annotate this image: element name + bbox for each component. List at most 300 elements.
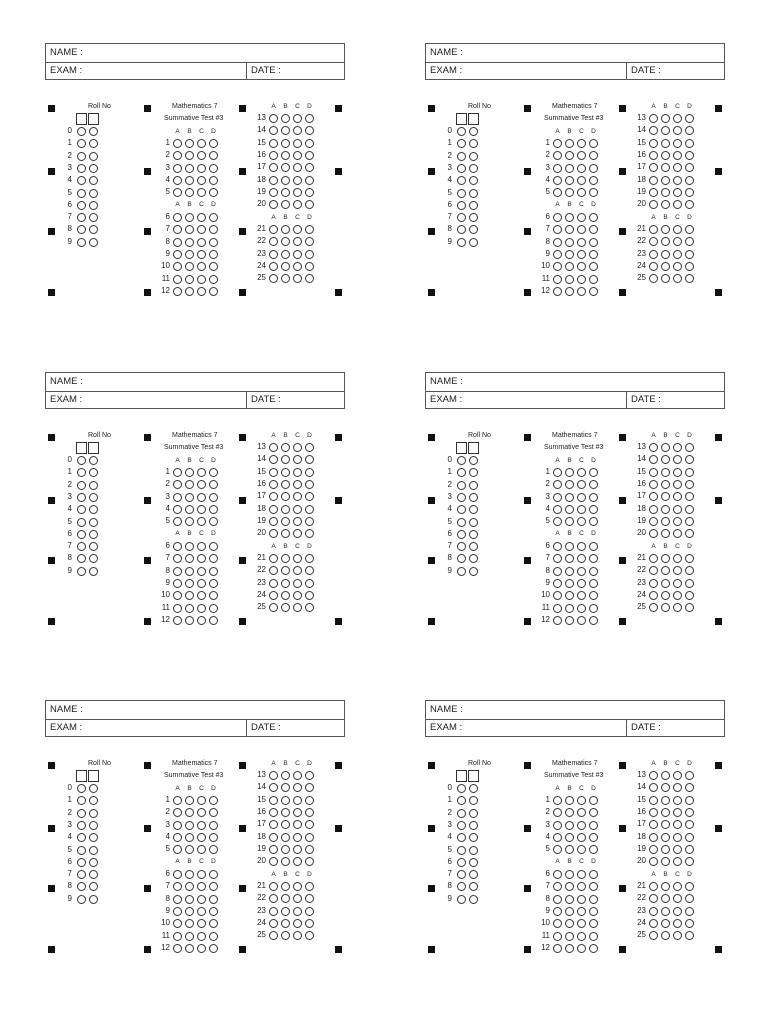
answer-bubble[interactable] — [293, 505, 302, 514]
answer-bubble[interactable] — [197, 151, 206, 160]
roll-bubble[interactable] — [469, 481, 478, 490]
answer-bubble[interactable] — [305, 262, 314, 271]
roll-bubble[interactable] — [77, 189, 86, 198]
answer-bubble[interactable] — [649, 808, 658, 817]
answer-bubble[interactable] — [685, 771, 694, 780]
answer-bubble[interactable] — [293, 591, 302, 600]
answer-bubble[interactable] — [293, 443, 302, 452]
roll-bubble[interactable] — [469, 201, 478, 210]
roll-bubble[interactable] — [469, 164, 478, 173]
answer-bubble[interactable] — [565, 604, 574, 613]
name-row[interactable] — [46, 373, 344, 392]
answer-bubble[interactable] — [661, 919, 670, 928]
answer-bubble[interactable] — [649, 274, 658, 283]
answer-bubble[interactable] — [673, 517, 682, 526]
answer-bubble[interactable] — [209, 808, 218, 817]
answer-bubble[interactable] — [173, 567, 182, 576]
roll-bubble[interactable] — [469, 821, 478, 830]
roll-bubble[interactable] — [469, 505, 478, 514]
answer-bubble[interactable] — [293, 566, 302, 575]
roll-bubble[interactable] — [469, 554, 478, 563]
answer-bubble[interactable] — [565, 238, 574, 247]
answer-bubble[interactable] — [661, 188, 670, 197]
answer-bubble[interactable] — [293, 603, 302, 612]
answer-bubble[interactable] — [673, 919, 682, 928]
roll-bubble[interactable] — [469, 796, 478, 805]
answer-bubble[interactable] — [293, 163, 302, 172]
roll-no-box[interactable] — [76, 113, 87, 125]
answer-bubble[interactable] — [173, 845, 182, 854]
answer-bubble[interactable] — [553, 567, 562, 576]
answer-bubble[interactable] — [661, 468, 670, 477]
answer-bubble[interactable] — [661, 225, 670, 234]
roll-no-box[interactable] — [88, 770, 99, 782]
roll-bubble[interactable] — [89, 567, 98, 576]
answer-bubble[interactable] — [649, 517, 658, 526]
answer-bubble[interactable] — [685, 455, 694, 464]
answer-bubble[interactable] — [305, 603, 314, 612]
answer-bubble[interactable] — [685, 188, 694, 197]
answer-bubble[interactable] — [589, 139, 598, 148]
answer-bubble[interactable] — [589, 517, 598, 526]
answer-bubble[interactable] — [553, 591, 562, 600]
answer-bubble[interactable] — [305, 566, 314, 575]
answer-bubble[interactable] — [185, 932, 194, 941]
answer-bubble[interactable] — [173, 604, 182, 613]
answer-bubble[interactable] — [209, 287, 218, 296]
answer-bubble[interactable] — [173, 882, 182, 891]
answer-bubble[interactable] — [685, 808, 694, 817]
answer-bubble[interactable] — [649, 139, 658, 148]
answer-bubble[interactable] — [577, 542, 586, 551]
answer-bubble[interactable] — [649, 443, 658, 452]
answer-bubble[interactable] — [589, 468, 598, 477]
roll-bubble[interactable] — [457, 882, 466, 891]
roll-bubble[interactable] — [457, 518, 466, 527]
answer-bubble[interactable] — [269, 907, 278, 916]
answer-bubble[interactable] — [661, 894, 670, 903]
answer-bubble[interactable] — [197, 808, 206, 817]
answer-bubble[interactable] — [577, 468, 586, 477]
answer-bubble[interactable] — [577, 262, 586, 271]
answer-bubble[interactable] — [293, 783, 302, 792]
roll-bubble[interactable] — [89, 530, 98, 539]
roll-bubble[interactable] — [77, 809, 86, 818]
answer-bubble[interactable] — [649, 237, 658, 246]
roll-bubble[interactable] — [77, 518, 86, 527]
roll-bubble[interactable] — [457, 213, 466, 222]
answer-bubble[interactable] — [565, 932, 574, 941]
answer-bubble[interactable] — [305, 200, 314, 209]
answer-bubble[interactable] — [565, 164, 574, 173]
answer-bubble[interactable] — [305, 771, 314, 780]
answer-bubble[interactable] — [293, 579, 302, 588]
answer-bubble[interactable] — [269, 455, 278, 464]
answer-bubble[interactable] — [553, 882, 562, 891]
answer-bubble[interactable] — [673, 603, 682, 612]
roll-bubble[interactable] — [89, 481, 98, 490]
answer-bubble[interactable] — [565, 517, 574, 526]
answer-bubble[interactable] — [649, 603, 658, 612]
roll-bubble[interactable] — [469, 238, 478, 247]
answer-bubble[interactable] — [649, 894, 658, 903]
answer-bubble[interactable] — [685, 505, 694, 514]
answer-bubble[interactable] — [173, 213, 182, 222]
answer-bubble[interactable] — [673, 771, 682, 780]
roll-bubble[interactable] — [457, 784, 466, 793]
answer-bubble[interactable] — [589, 250, 598, 259]
answer-bubble[interactable] — [293, 808, 302, 817]
roll-bubble[interactable] — [77, 176, 86, 185]
answer-bubble[interactable] — [269, 820, 278, 829]
answer-bubble[interactable] — [293, 919, 302, 928]
answer-bubble[interactable] — [649, 857, 658, 866]
answer-bubble[interactable] — [293, 907, 302, 916]
roll-bubble[interactable] — [89, 870, 98, 879]
answer-bubble[interactable] — [685, 833, 694, 842]
answer-bubble[interactable] — [589, 796, 598, 805]
answer-bubble[interactable] — [293, 882, 302, 891]
answer-bubble[interactable] — [661, 517, 670, 526]
answer-bubble[interactable] — [209, 493, 218, 502]
answer-bubble[interactable] — [553, 604, 562, 613]
roll-no-box[interactable] — [468, 442, 479, 454]
answer-bubble[interactable] — [673, 591, 682, 600]
answer-bubble[interactable] — [673, 455, 682, 464]
answer-bubble[interactable] — [565, 287, 574, 296]
answer-bubble[interactable] — [281, 783, 290, 792]
answer-bubble[interactable] — [565, 870, 574, 879]
answer-bubble[interactable] — [305, 468, 314, 477]
answer-bubble[interactable] — [185, 480, 194, 489]
answer-bubble[interactable] — [293, 126, 302, 135]
answer-bubble[interactable] — [173, 944, 182, 953]
answer-bubble[interactable] — [589, 213, 598, 222]
answer-bubble[interactable] — [685, 591, 694, 600]
answer-bubble[interactable] — [661, 443, 670, 452]
roll-bubble[interactable] — [457, 468, 466, 477]
answer-bubble[interactable] — [661, 603, 670, 612]
answer-bubble[interactable] — [673, 443, 682, 452]
answer-bubble[interactable] — [685, 931, 694, 940]
answer-bubble[interactable] — [673, 796, 682, 805]
answer-bubble[interactable] — [269, 468, 278, 477]
answer-bubble[interactable] — [577, 275, 586, 284]
exam-row[interactable] — [46, 391, 344, 408]
answer-bubble[interactable] — [553, 250, 562, 259]
answer-bubble[interactable] — [209, 833, 218, 842]
answer-bubble[interactable] — [565, 579, 574, 588]
roll-no-box[interactable] — [76, 442, 87, 454]
answer-bubble[interactable] — [269, 225, 278, 234]
answer-bubble[interactable] — [661, 783, 670, 792]
answer-bubble[interactable] — [173, 225, 182, 234]
answer-bubble[interactable] — [185, 151, 194, 160]
answer-bubble[interactable] — [661, 833, 670, 842]
roll-no-box[interactable] — [76, 770, 87, 782]
answer-bubble[interactable] — [553, 932, 562, 941]
answer-bubble[interactable] — [577, 139, 586, 148]
answer-bubble[interactable] — [673, 579, 682, 588]
roll-bubble[interactable] — [469, 225, 478, 234]
answer-bubble[interactable] — [649, 820, 658, 829]
answer-bubble[interactable] — [281, 163, 290, 172]
answer-bubble[interactable] — [661, 200, 670, 209]
roll-bubble[interactable] — [457, 139, 466, 148]
answer-bubble[interactable] — [305, 443, 314, 452]
roll-bubble[interactable] — [457, 809, 466, 818]
answer-bubble[interactable] — [281, 603, 290, 612]
answer-bubble[interactable] — [269, 591, 278, 600]
roll-bubble[interactable] — [469, 213, 478, 222]
answer-bubble[interactable] — [685, 603, 694, 612]
answer-bubble[interactable] — [269, 833, 278, 842]
answer-bubble[interactable] — [589, 554, 598, 563]
answer-bubble[interactable] — [553, 845, 562, 854]
answer-bubble[interactable] — [209, 213, 218, 222]
answer-bubble[interactable] — [649, 126, 658, 135]
answer-bubble[interactable] — [305, 931, 314, 940]
name-row[interactable] — [46, 44, 344, 63]
answer-bubble[interactable] — [173, 468, 182, 477]
answer-bubble[interactable] — [185, 833, 194, 842]
roll-bubble[interactable] — [469, 189, 478, 198]
answer-bubble[interactable] — [197, 505, 206, 514]
answer-bubble[interactable] — [553, 554, 562, 563]
answer-bubble[interactable] — [649, 455, 658, 464]
answer-bubble[interactable] — [269, 163, 278, 172]
roll-bubble[interactable] — [89, 846, 98, 855]
answer-bubble[interactable] — [305, 894, 314, 903]
answer-bubble[interactable] — [577, 845, 586, 854]
roll-bubble[interactable] — [457, 201, 466, 210]
answer-bubble[interactable] — [553, 579, 562, 588]
answer-bubble[interactable] — [209, 188, 218, 197]
answer-bubble[interactable] — [269, 796, 278, 805]
answer-bubble[interactable] — [293, 250, 302, 259]
answer-bubble[interactable] — [281, 151, 290, 160]
answer-bubble[interactable] — [293, 796, 302, 805]
answer-bubble[interactable] — [661, 554, 670, 563]
answer-bubble[interactable] — [577, 882, 586, 891]
roll-bubble[interactable] — [77, 456, 86, 465]
answer-bubble[interactable] — [589, 542, 598, 551]
answer-bubble[interactable] — [209, 517, 218, 526]
answer-bubble[interactable] — [577, 944, 586, 953]
roll-bubble[interactable] — [469, 139, 478, 148]
answer-bubble[interactable] — [209, 845, 218, 854]
answer-bubble[interactable] — [293, 455, 302, 464]
answer-bubble[interactable] — [661, 857, 670, 866]
answer-bubble[interactable] — [685, 554, 694, 563]
roll-bubble[interactable] — [89, 225, 98, 234]
answer-bubble[interactable] — [685, 919, 694, 928]
answer-bubble[interactable] — [661, 237, 670, 246]
answer-bubble[interactable] — [685, 114, 694, 123]
answer-bubble[interactable] — [577, 821, 586, 830]
answer-bubble[interactable] — [197, 250, 206, 259]
answer-bubble[interactable] — [565, 493, 574, 502]
answer-bubble[interactable] — [589, 151, 598, 160]
answer-bubble[interactable] — [293, 480, 302, 489]
answer-bubble[interactable] — [173, 238, 182, 247]
answer-bubble[interactable] — [305, 820, 314, 829]
answer-bubble[interactable] — [553, 895, 562, 904]
answer-bubble[interactable] — [293, 894, 302, 903]
answer-bubble[interactable] — [209, 250, 218, 259]
answer-bubble[interactable] — [209, 932, 218, 941]
answer-bubble[interactable] — [673, 480, 682, 489]
answer-bubble[interactable] — [589, 262, 598, 271]
roll-bubble[interactable] — [457, 493, 466, 502]
answer-bubble[interactable] — [673, 262, 682, 271]
answer-bubble[interactable] — [565, 188, 574, 197]
answer-bubble[interactable] — [269, 480, 278, 489]
answer-bubble[interactable] — [589, 225, 598, 234]
answer-bubble[interactable] — [649, 907, 658, 916]
roll-bubble[interactable] — [77, 201, 86, 210]
roll-bubble[interactable] — [89, 468, 98, 477]
answer-bubble[interactable] — [293, 262, 302, 271]
answer-bubble[interactable] — [185, 238, 194, 247]
answer-bubble[interactable] — [673, 114, 682, 123]
answer-bubble[interactable] — [661, 126, 670, 135]
answer-bubble[interactable] — [661, 771, 670, 780]
answer-bubble[interactable] — [281, 857, 290, 866]
answer-bubble[interactable] — [553, 151, 562, 160]
answer-bubble[interactable] — [565, 213, 574, 222]
answer-bubble[interactable] — [673, 783, 682, 792]
roll-bubble[interactable] — [77, 784, 86, 793]
roll-bubble[interactable] — [89, 164, 98, 173]
answer-bubble[interactable] — [305, 554, 314, 563]
answer-bubble[interactable] — [577, 505, 586, 514]
answer-bubble[interactable] — [269, 188, 278, 197]
answer-bubble[interactable] — [577, 188, 586, 197]
roll-bubble[interactable] — [77, 505, 86, 514]
answer-bubble[interactable] — [281, 820, 290, 829]
answer-bubble[interactable] — [185, 907, 194, 916]
answer-bubble[interactable] — [661, 492, 670, 501]
answer-bubble[interactable] — [281, 468, 290, 477]
roll-bubble[interactable] — [77, 468, 86, 477]
roll-bubble[interactable] — [77, 567, 86, 576]
answer-bubble[interactable] — [281, 188, 290, 197]
answer-bubble[interactable] — [305, 480, 314, 489]
answer-bubble[interactable] — [197, 139, 206, 148]
answer-bubble[interactable] — [185, 505, 194, 514]
answer-bubble[interactable] — [673, 505, 682, 514]
answer-bubble[interactable] — [577, 213, 586, 222]
answer-bubble[interactable] — [589, 480, 598, 489]
roll-bubble[interactable] — [89, 127, 98, 136]
answer-bubble[interactable] — [185, 616, 194, 625]
answer-bubble[interactable] — [565, 796, 574, 805]
roll-bubble[interactable] — [89, 152, 98, 161]
roll-bubble[interactable] — [469, 567, 478, 576]
answer-bubble[interactable] — [209, 821, 218, 830]
answer-bubble[interactable] — [173, 287, 182, 296]
answer-bubble[interactable] — [673, 225, 682, 234]
answer-bubble[interactable] — [553, 225, 562, 234]
roll-bubble[interactable] — [89, 189, 98, 198]
answer-bubble[interactable] — [589, 238, 598, 247]
answer-bubble[interactable] — [589, 932, 598, 941]
answer-bubble[interactable] — [281, 894, 290, 903]
roll-bubble[interactable] — [77, 858, 86, 867]
answer-bubble[interactable] — [209, 796, 218, 805]
answer-bubble[interactable] — [281, 492, 290, 501]
answer-bubble[interactable] — [293, 492, 302, 501]
answer-bubble[interactable] — [281, 566, 290, 575]
answer-bubble[interactable] — [293, 820, 302, 829]
answer-bubble[interactable] — [685, 262, 694, 271]
answer-bubble[interactable] — [661, 455, 670, 464]
answer-bubble[interactable] — [661, 480, 670, 489]
answer-bubble[interactable] — [209, 542, 218, 551]
answer-bubble[interactable] — [589, 919, 598, 928]
roll-bubble[interactable] — [77, 127, 86, 136]
answer-bubble[interactable] — [673, 566, 682, 575]
answer-bubble[interactable] — [553, 188, 562, 197]
roll-bubble[interactable] — [469, 858, 478, 867]
answer-bubble[interactable] — [661, 262, 670, 271]
answer-bubble[interactable] — [293, 114, 302, 123]
answer-bubble[interactable] — [209, 870, 218, 879]
answer-bubble[interactable] — [173, 907, 182, 916]
answer-bubble[interactable] — [281, 796, 290, 805]
answer-bubble[interactable] — [173, 821, 182, 830]
answer-bubble[interactable] — [185, 567, 194, 576]
roll-bubble[interactable] — [457, 238, 466, 247]
answer-bubble[interactable] — [589, 591, 598, 600]
answer-bubble[interactable] — [281, 882, 290, 891]
answer-bubble[interactable] — [197, 468, 206, 477]
answer-bubble[interactable] — [197, 480, 206, 489]
answer-bubble[interactable] — [565, 480, 574, 489]
answer-bubble[interactable] — [269, 443, 278, 452]
roll-bubble[interactable] — [469, 882, 478, 891]
answer-bubble[interactable] — [553, 821, 562, 830]
answer-bubble[interactable] — [197, 188, 206, 197]
roll-bubble[interactable] — [457, 152, 466, 161]
answer-bubble[interactable] — [577, 493, 586, 502]
answer-bubble[interactable] — [685, 566, 694, 575]
answer-bubble[interactable] — [577, 919, 586, 928]
answer-bubble[interactable] — [185, 542, 194, 551]
answer-bubble[interactable] — [281, 126, 290, 135]
answer-bubble[interactable] — [209, 505, 218, 514]
roll-bubble[interactable] — [89, 821, 98, 830]
answer-bubble[interactable] — [281, 771, 290, 780]
answer-bubble[interactable] — [589, 287, 598, 296]
answer-bubble[interactable] — [293, 529, 302, 538]
answer-bubble[interactable] — [281, 554, 290, 563]
roll-bubble[interactable] — [469, 809, 478, 818]
answer-bubble[interactable] — [197, 895, 206, 904]
answer-bubble[interactable] — [281, 591, 290, 600]
answer-bubble[interactable] — [209, 579, 218, 588]
roll-bubble[interactable] — [77, 870, 86, 879]
answer-bubble[interactable] — [305, 907, 314, 916]
answer-bubble[interactable] — [553, 796, 562, 805]
answer-bubble[interactable] — [685, 517, 694, 526]
answer-bubble[interactable] — [673, 237, 682, 246]
answer-bubble[interactable] — [661, 931, 670, 940]
answer-bubble[interactable] — [209, 567, 218, 576]
roll-bubble[interactable] — [89, 518, 98, 527]
roll-bubble[interactable] — [89, 176, 98, 185]
